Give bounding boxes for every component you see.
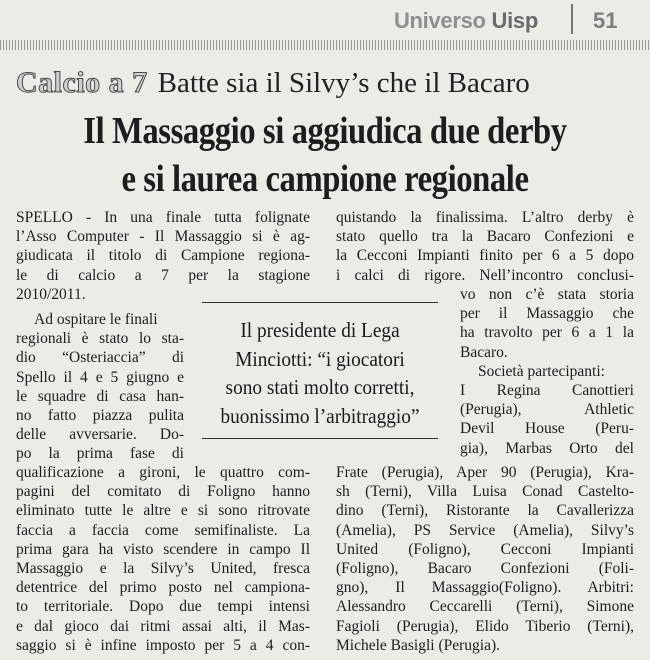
text-line: Frate (Perugia), Aper 90 (Perugia), Kra- [336,464,634,481]
text-line: (Amelia), PS Service (Amelia), Silvy’s [336,521,634,539]
text-line: giudicata il titolo di Campione regiona- [16,247,310,265]
text-line: qualificazione a gironi, le quattro com- [16,464,310,481]
text-line: Devil House (Peru- [460,420,634,438]
pull-quote-line: sono stati molto corretti, [225,375,415,399]
text-line: 2010/2011. [16,285,86,303]
text-line: dio “Osteriaccia” di [16,349,184,367]
pull-quote-rule-top [202,302,438,303]
headline-line-2: e si laurea campione regionale [121,158,529,200]
text-line: delle avversarie. Do- [16,426,184,444]
section-title-light: Universo [393,8,486,33]
col2-wide-block [336,463,634,655]
text-line: po la prima fase di [16,445,184,463]
text-line: United (Foligno), Cecconi Impianti [336,540,634,558]
pull-quote-rule-bottom [202,438,438,439]
pull-quote-line: Minciotti: “i giocatori [235,346,405,371]
text-line: pagini del comitato di Foligno hanno [16,483,310,501]
text-line: Ad ospitare le finali [34,311,158,328]
text-line: Bacaro. [460,343,508,361]
text-line: le squadre di casa han- [16,387,184,405]
section-title [394,8,538,34]
header-rule [0,40,650,50]
text-line: eliminato tutte le altre e si sono ritrovate [16,502,310,520]
pull-quote-line: Il presidente di Lega [240,318,400,342]
text-line: detentrice del primo posto nel campiona- [16,579,310,597]
text-line: prima gara ha visto scendere in campo Il [16,540,310,558]
article-kicker [16,66,530,100]
text-line: Società partecipanti: [478,362,605,380]
text-line: l’Asso Computer - Il Massaggio si è ag- [16,228,310,246]
text-line: i calci di rigore. Nell’incontro conclusi- [336,266,634,284]
text-line: sh (Terni), Villa Luisa Conad Casteltо- [336,483,634,501]
text-line: faccia a faccia come semifinaliste. La [16,521,310,539]
text-line: Massaggio e la Silvy’s United, fresca [16,560,310,578]
col2-top-block [336,208,634,285]
kicker-subtitle: Batte sia il Silvy’s che il Bacaro [157,67,530,99]
col1-narrow-block [16,310,184,464]
text-line: vo non c’è stata storia [460,286,634,303]
text-line: la Cecconi Impianti finito per 6 a 5 dopo [336,247,634,265]
text-line: (Perugia), Athletic [460,401,634,419]
text-line: I Regina Canottieri [460,382,634,400]
section-title-bold: Uisp [491,8,538,33]
text-line: regionali è stato lo sta- [16,330,184,348]
pull-quote [210,316,431,430]
text-line: to territoriale. Dopo due tempi intensi [16,598,310,616]
pull-quote-line: buonissimo l’arbitraggio” [220,403,420,428]
text-line: saggio si è infine imposto per 5 a 4 con- [16,636,310,654]
text-line: le di calcio a 7 per la stagione [16,266,310,284]
text-line: Alessandro Ceccarelli (Terni), Simone [336,598,634,616]
text-line: Fagioli (Perugia), Elido Tiberio (Terni), [336,617,634,635]
headline-line-1: Il Massaggio si aggiudica due derby [83,110,567,152]
text-line: dino (Terni), Ristorante la Cavallerizza [336,502,634,520]
text-line: Spello il 4 e 5 giugno e [16,368,184,386]
text-line: e dal gioco dai ritmi assai alti, il Mas- [16,617,310,635]
text-line: Michele Basigli (Perugia). [336,636,500,654]
col1-top-block [16,208,310,304]
col2-narrow-block [460,285,634,458]
header-divider [571,4,573,34]
text-line: stato quello tra la Bacaro Confezioni e [336,228,634,246]
text-line: (Foligno), Bacaro Confezioni (Foli- [336,560,634,578]
text-line: gno), Il Massaggio(Foligno). Arbitri: [336,579,634,597]
text-line: ha travolto per 6 a 1 la [460,324,634,342]
text-line: SPELLO - In una finale tutta folignate [16,209,310,226]
text-line: no fatto piazza pulita [16,407,184,425]
kicker-label: Calcio a 7 [16,66,148,99]
text-line: gia), Marbas Orto del [460,439,634,457]
col1-wide-block [16,463,310,655]
text-line: quistando la finalissima. L’altro derby è [336,209,634,226]
text-line: per il Massaggio che [460,305,634,323]
page-number: 51 [593,8,618,33]
page-header [0,0,650,50]
